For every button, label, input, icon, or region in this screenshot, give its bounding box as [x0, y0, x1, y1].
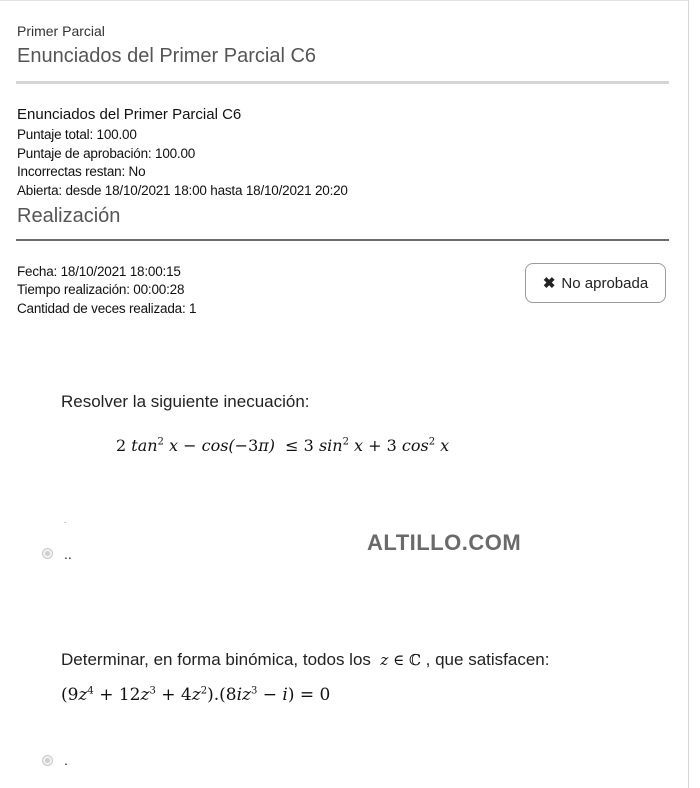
info-title: Enunciados del Primer Parcial C6: [17, 106, 242, 123]
tiempo-realizacion: Tiempo realización: 00:00:28: [17, 282, 185, 297]
close-icon: ✖: [542, 275, 556, 292]
realizacion-divider: [16, 239, 669, 241]
realizacion-heading: Realización: [17, 205, 121, 227]
question-2-equation: $(9z^4 + 12z^3 + 4z^2).(8iz^3 - i) = 0$: [61, 685, 331, 705]
question-2-prompt: [61, 650, 549, 670]
stray-mark: .: [64, 516, 67, 525]
question-2-set: z ∈ ℂ: [375, 651, 421, 669]
question-2-prompt-end: , que satisfacen:: [425, 650, 550, 669]
status-label: No aprobada: [561, 274, 649, 292]
page-title: Enunciados del Primer Parcial C6: [17, 45, 317, 67]
watermark: ALTILLO.COM: [367, 530, 522, 555]
status-button[interactable]: [525, 263, 666, 303]
question-1-prompt: Resolver la siguiente inecuación:: [61, 392, 310, 411]
incorrectas-restan: Incorrectas restan: No: [17, 164, 146, 179]
answer-2-radio[interactable]: [42, 755, 53, 766]
answer-2-text: .: [64, 752, 68, 768]
title-divider: [16, 81, 669, 84]
section-label: Primer Parcial: [17, 23, 105, 39]
answer-1-radio[interactable]: [42, 548, 53, 559]
puntaje-total: Puntaje total: 100.00: [17, 127, 137, 142]
fecha-realizacion: Fecha: 18/10/2021 18:00:15: [17, 264, 181, 279]
abierta-range: Abierta: desde 18/10/2021 18:00 hasta 18/10/2021 20:20: [17, 183, 348, 198]
answer-1-text: ..: [64, 546, 72, 562]
question-2-prompt-start: Determinar, en forma binómica, todos los: [61, 650, 371, 669]
question-1-inequation: 2 $\tan^2 x - \cos(-3\pi) \le 3$ $\sin^2 x + 3$ $\cos^2 x$: [116, 436, 450, 455]
cantidad-veces: Cantidad de veces realizada: 1: [17, 301, 197, 316]
puntaje-aprobacion: Puntaje de aprobación: 100.00: [17, 146, 196, 161]
